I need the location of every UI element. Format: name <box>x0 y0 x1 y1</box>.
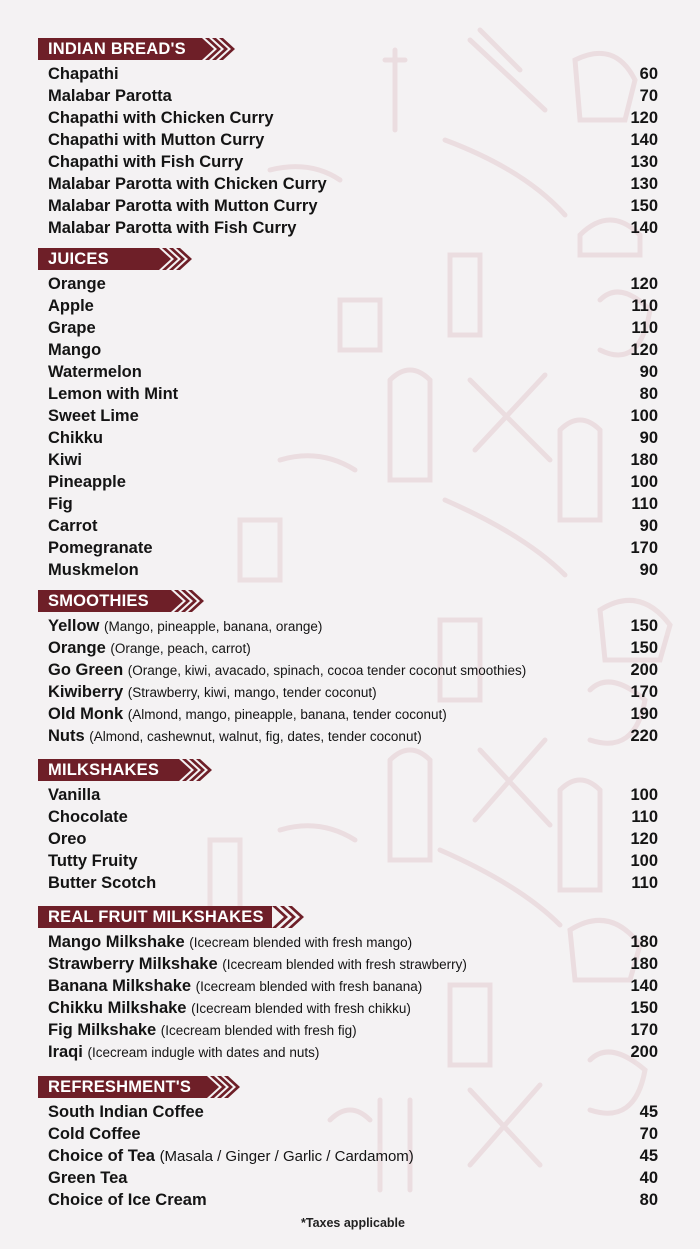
item-description: (Icecream blended with fresh mango) <box>189 934 413 950</box>
menu-item <box>0 361 700 383</box>
item-description: (Masala / Ginger / Garlic / Cardamom) <box>159 1147 414 1165</box>
item-price: 110 <box>631 873 658 892</box>
item-price: 100 <box>630 406 658 425</box>
item-name: Chapathi with Mutton Curry <box>48 130 265 149</box>
item-description: (Icecream blended with fresh chikku) <box>191 1000 411 1016</box>
item-price: 140 <box>630 976 658 995</box>
menu-item <box>0 850 700 872</box>
item-name: Pineapple <box>48 472 126 491</box>
item-price: 110 <box>631 807 658 826</box>
item-description: (Icecream indugle with dates and nuts) <box>87 1044 320 1060</box>
item-name: Malabar Parotta with Fish Curry <box>48 218 297 237</box>
item-name: Old Monk <box>48 704 124 723</box>
item-price: 190 <box>630 704 658 723</box>
item-price: 150 <box>630 998 658 1017</box>
item-name: Nuts <box>48 726 85 745</box>
item-description: (Strawberry, kiwi, mango, tender coconut) <box>127 684 377 700</box>
item-description: (Almond, mango, pineapple, banana, tender coconut) <box>127 706 447 722</box>
banner-stripes-decoration <box>199 1076 243 1098</box>
banner-stripes-decoration <box>272 906 308 928</box>
item-price: 140 <box>630 218 658 237</box>
item-list <box>0 615 700 747</box>
item-price: 70 <box>639 86 658 105</box>
item-price: 40 <box>639 1168 658 1187</box>
item-name: Chapathi with Fish Curry <box>48 152 244 171</box>
menu-item <box>0 383 700 405</box>
item-price: 100 <box>630 785 658 804</box>
item-name: Mango <box>48 340 102 359</box>
item-price: 110 <box>631 296 658 315</box>
item-name: Fig <box>48 494 73 513</box>
menu-item <box>0 339 700 361</box>
item-price: 70 <box>639 1124 658 1143</box>
item-name: Kiwi <box>48 450 82 469</box>
item-name: Malabar Parotta with Mutton Curry <box>48 196 318 215</box>
item-name: Banana Milkshake <box>48 976 192 995</box>
menu-item <box>0 1167 700 1189</box>
menu-item <box>0 129 700 151</box>
menu-item <box>0 975 700 997</box>
section-banner <box>38 906 700 928</box>
item-name: Green Tea <box>48 1168 128 1187</box>
menu-item <box>0 493 700 515</box>
menu-item <box>0 1145 700 1167</box>
item-name: Malabar Parotta with Chicken Curry <box>48 174 327 193</box>
item-name: Fig Milkshake <box>48 1020 157 1039</box>
banner-stripes-decoration <box>151 248 195 270</box>
item-name: Tutty Fruity <box>48 851 138 870</box>
section-banner <box>38 590 700 612</box>
item-name: Butter Scotch <box>48 873 157 892</box>
section-title: INDIAN BREAD'S <box>38 38 194 60</box>
menu-item <box>0 681 700 703</box>
menu-item <box>0 195 700 217</box>
menu-item <box>0 107 700 129</box>
item-name: Apple <box>48 296 94 315</box>
item-name: Chikku Milkshake <box>48 998 187 1017</box>
item-name: Orange <box>48 274 106 293</box>
item-name: Yellow <box>48 616 100 635</box>
item-price: 180 <box>630 954 658 973</box>
menu-item <box>0 703 700 725</box>
item-name: Kiwiberry <box>48 682 124 701</box>
section-banner <box>38 248 700 270</box>
item-price: 90 <box>639 516 658 535</box>
item-name: Carrot <box>48 516 98 535</box>
menu-item <box>0 217 700 239</box>
menu-item <box>0 828 700 850</box>
menu-item <box>0 273 700 295</box>
menu-item <box>0 559 700 581</box>
item-name: Iraqi <box>48 1042 83 1061</box>
menu-item <box>0 659 700 681</box>
menu-item <box>0 427 700 449</box>
section-title: SMOOTHIES <box>38 590 163 612</box>
menu-item <box>0 449 700 471</box>
menu-item <box>0 997 700 1019</box>
item-price: 80 <box>639 1190 658 1209</box>
banner-stripes-decoration <box>194 38 238 60</box>
menu-item <box>0 537 700 559</box>
section-banner <box>38 759 700 781</box>
item-price: 120 <box>630 340 658 359</box>
item-price: 45 <box>639 1102 658 1121</box>
item-list <box>0 63 700 239</box>
item-name: Chikku <box>48 428 104 447</box>
menu-item <box>0 295 700 317</box>
banner-stripes-decoration <box>163 590 207 612</box>
menu-item <box>0 931 700 953</box>
menu-item <box>0 173 700 195</box>
item-price: 80 <box>639 384 658 403</box>
item-price: 120 <box>630 829 658 848</box>
item-price: 180 <box>630 932 658 951</box>
section-refreshments <box>0 1076 700 1211</box>
item-price: 110 <box>631 494 658 513</box>
menu-item <box>0 85 700 107</box>
menu-item <box>0 806 700 828</box>
section-banner <box>38 38 700 60</box>
item-price: 90 <box>639 428 658 447</box>
section-banner <box>38 1076 700 1098</box>
menu-item <box>0 637 700 659</box>
item-price: 60 <box>639 64 658 83</box>
item-name: Chocolate <box>48 807 128 826</box>
item-name: Go Green <box>48 660 124 679</box>
menu-item <box>0 405 700 427</box>
item-price: 130 <box>630 174 658 193</box>
item-name: Chapathi with Chicken Curry <box>48 108 274 127</box>
menu-item <box>0 1123 700 1145</box>
menu-item <box>0 725 700 747</box>
menu-item <box>0 1041 700 1063</box>
banner-stripes-decoration <box>171 759 215 781</box>
item-price: 200 <box>630 1042 658 1061</box>
item-name: Grape <box>48 318 96 337</box>
item-price: 220 <box>630 726 658 745</box>
menu-item <box>0 471 700 493</box>
item-name: Muskmelon <box>48 560 139 579</box>
item-price: 120 <box>630 274 658 293</box>
menu-item <box>0 615 700 637</box>
item-name: Vanilla <box>48 785 101 804</box>
item-name: Choice of Tea <box>48 1146 155 1165</box>
item-name: Sweet Lime <box>48 406 139 425</box>
item-price: 200 <box>630 660 658 679</box>
section-juices <box>0 248 700 581</box>
item-price: 150 <box>630 196 658 215</box>
item-name: Watermelon <box>48 362 142 381</box>
item-name: South Indian Coffee <box>48 1102 204 1121</box>
item-price: 150 <box>630 638 658 657</box>
item-price: 120 <box>630 108 658 127</box>
item-price: 90 <box>639 362 658 381</box>
section-real-fruit-milkshakes <box>0 906 700 1063</box>
item-list <box>0 273 700 581</box>
item-list <box>0 1101 700 1211</box>
item-price: 170 <box>630 538 658 557</box>
item-description: (Mango, pineapple, banana, orange) <box>103 618 323 634</box>
item-price: 110 <box>631 318 658 337</box>
menu-item <box>0 515 700 537</box>
item-name: Cold Coffee <box>48 1124 141 1143</box>
section-title: MILKSHAKES <box>38 759 171 781</box>
menu-item <box>0 872 700 894</box>
item-name: Strawberry Milkshake <box>48 954 218 973</box>
section-title: JUICES <box>38 248 151 270</box>
item-name: Mango Milkshake <box>48 932 185 951</box>
item-name: Chapathi <box>48 64 119 83</box>
section-indian-breads <box>0 38 700 239</box>
item-name: Lemon with Mint <box>48 384 179 403</box>
item-list <box>0 931 700 1063</box>
section-smoothies <box>0 590 700 747</box>
item-price: 45 <box>639 1146 658 1165</box>
item-price: 100 <box>630 851 658 870</box>
menu-item <box>0 784 700 806</box>
item-price: 170 <box>630 682 658 701</box>
item-description: (Orange, peach, carrot) <box>110 640 251 656</box>
item-name: Pomegranate <box>48 538 153 557</box>
item-price: 170 <box>630 1020 658 1039</box>
item-description: (Orange, kiwi, avacado, spinach, cocoa tender coconut smoothies) <box>127 662 527 678</box>
section-milkshakes <box>0 759 700 894</box>
item-price: 100 <box>630 472 658 491</box>
item-price: 130 <box>630 152 658 171</box>
item-description: (Almond, cashewnut, walnut, fig, dates, tender coconut) <box>89 728 422 744</box>
menu-item <box>0 953 700 975</box>
item-price: 150 <box>630 616 658 635</box>
item-price: 180 <box>630 450 658 469</box>
section-title: REAL FRUIT MILKSHAKES <box>38 906 272 928</box>
item-name: Orange <box>48 638 106 657</box>
item-price: 140 <box>630 130 658 149</box>
section-title: REFRESHMENT'S <box>38 1076 199 1098</box>
item-price: 90 <box>639 560 658 579</box>
menu-item <box>0 317 700 339</box>
menu-item <box>0 1189 700 1211</box>
item-name: Choice of Ice Cream <box>48 1190 207 1209</box>
menu-item <box>0 1101 700 1123</box>
menu-item <box>0 63 700 85</box>
item-description: (Icecream blended with fresh fig) <box>160 1022 357 1038</box>
item-list <box>0 784 700 894</box>
menu-item <box>0 151 700 173</box>
item-name: Malabar Parotta <box>48 86 172 105</box>
menu-item <box>0 1019 700 1041</box>
item-description: (Icecream blended with fresh strawberry) <box>222 956 467 972</box>
taxes-footnote: *Taxes applicable <box>301 1216 405 1230</box>
item-name: Oreo <box>48 829 87 848</box>
item-description: (Icecream blended with fresh banana) <box>195 978 423 994</box>
